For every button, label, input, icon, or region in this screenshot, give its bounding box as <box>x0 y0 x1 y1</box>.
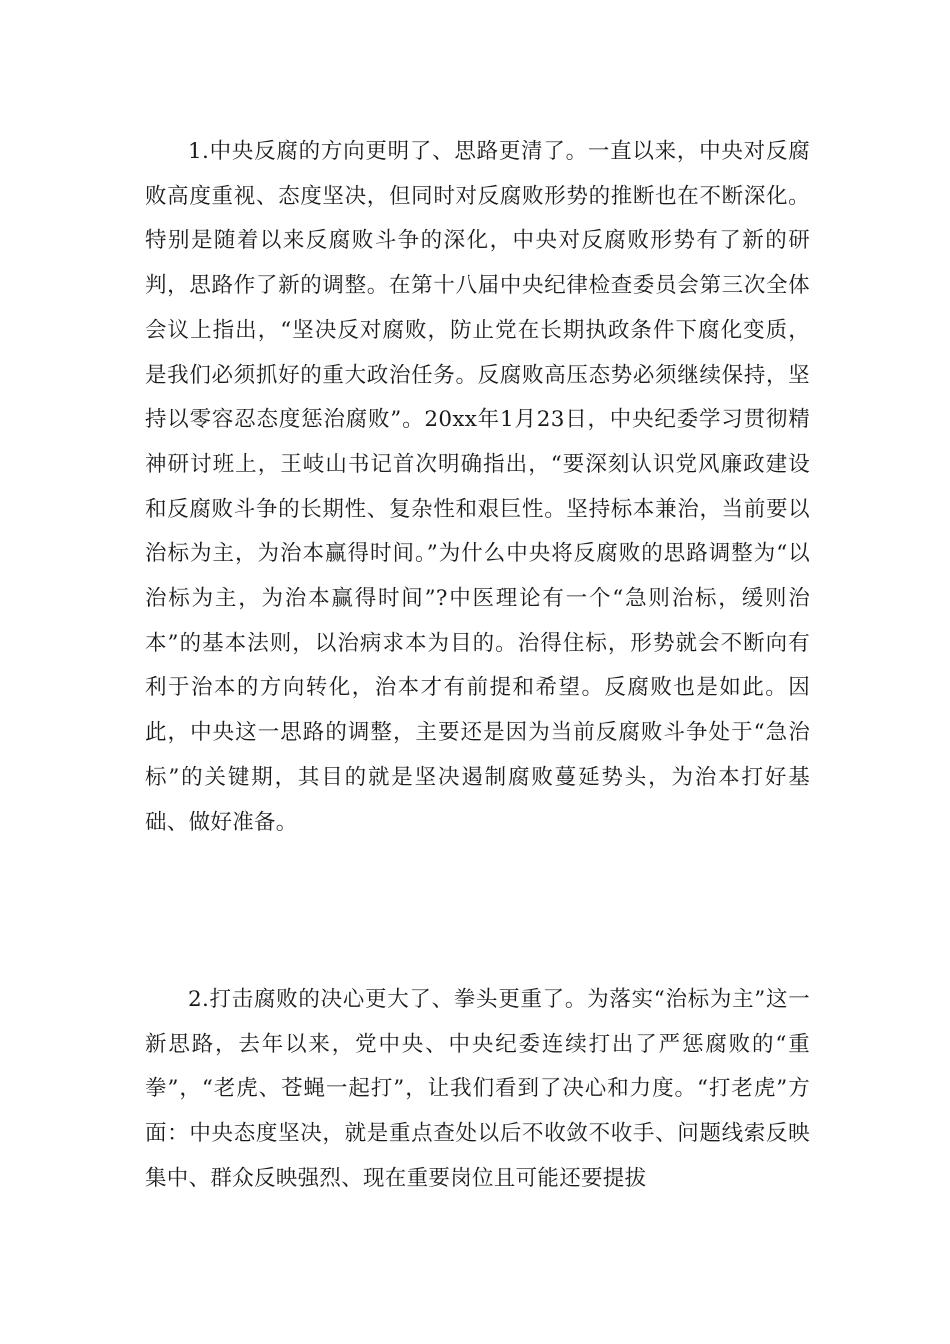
paragraph-1: 1.中央反腐的方向更明了、思路更清了。一直以来，中央对反腐败高度重视、态度坚决，但同时对反腐败形势的推断也在不断深化。特别是随着以来反腐败斗争的深化，中央对反腐败形势有了新的研判，思路作了新的调整。在第十八届中央纪律检查委员会第三次全体会议上指出，“坚决反对腐败，防止党在长期执政条件下腐化变质，是我们必须抓好的重大政治任务。反腐败高压态势必须继续保持，坚持以零容忍态度惩治腐败”。20xx年1月23日，中央纪委学习贯彻精神研讨班上，王岐山书记首次明确指出，“要深刻认识党风廉政建设和反腐败斗争的长期性、复杂性和艰巨性。坚持标本兼治，当前要以治标为主，为治本赢得时间。”为什么中央将反腐败的思路调整为“以治标为主，为治本赢得时间”?中医理论有一个“急则治标，缓则治本”的基本法则，以治病求本为目的。治得住标，形势就会不断向有利于治本的方向转化，治本才有前提和希望。反腐败也是如此。因此，中央这一思路的调整，主要还是因为当前反腐败斗争处于“急治标”的关键期，其目的就是坚决遏制腐败蔓延势头，为治本打好基础、做好准备。 <box>145 139 810 835</box>
paragraph-2: 2.打击腐败的决心更大了、拳头更重了。为落实“治标为主”这一新思路，去年以来，党中央、中央纪委连续打出了严惩腐败的“重拳”，“老虎、苍蝇一起打”，让我们看到了决心和力度。“打老虎”方面：中央态度坚决，就是重点查处以后不收敛不收手、问题线索反映集中、群众反映强烈、现在重要岗位且可能还要提拔 <box>145 987 810 1191</box>
